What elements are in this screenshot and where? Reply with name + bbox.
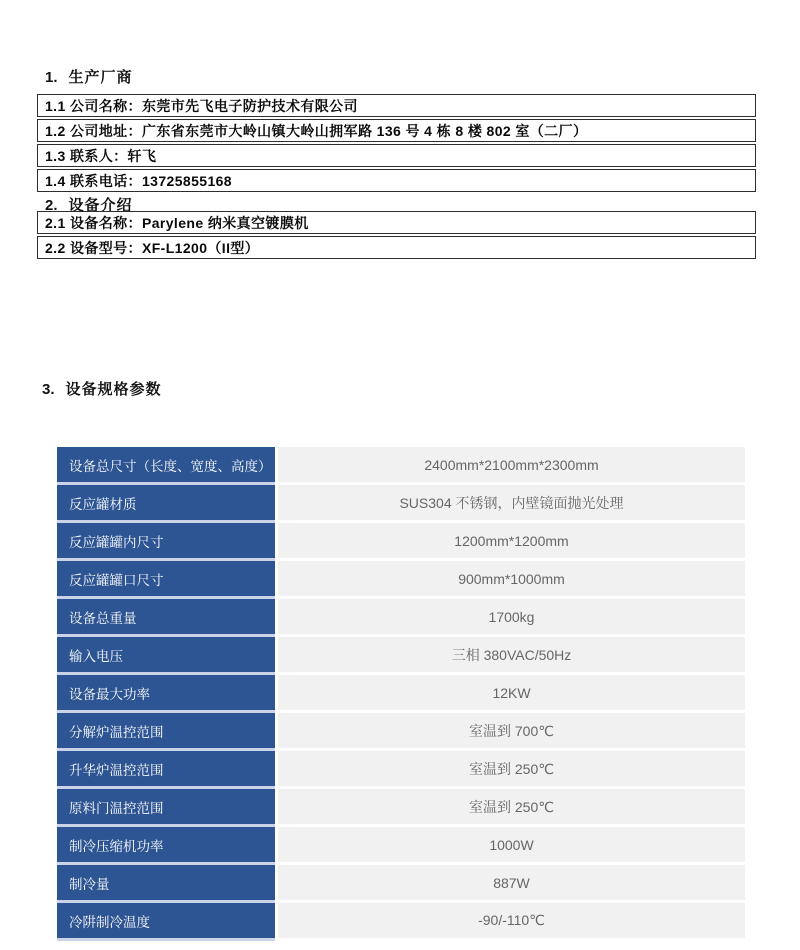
section-1-number: 1. bbox=[45, 69, 58, 86]
spec-value: 2400mm*2100mm*2300mm bbox=[278, 447, 745, 485]
spec-value: 室温到 700℃ bbox=[278, 713, 745, 751]
equipment-info-list bbox=[37, 211, 756, 261]
spec-row-overall-size bbox=[57, 447, 745, 485]
spec-label: 分解炉温控范围 bbox=[57, 713, 275, 751]
spec-value: 室温到 250℃ bbox=[278, 789, 745, 827]
spec-row-tank-inner-size bbox=[57, 523, 745, 561]
spec-label: 制冷量 bbox=[57, 865, 275, 903]
section-2-number: 2. bbox=[45, 197, 58, 214]
spec-row-cooling-capacity bbox=[57, 865, 745, 903]
spec-value: 1000W bbox=[278, 827, 745, 865]
spec-row-tank-mouth-size bbox=[57, 561, 745, 599]
spec-row-max-power bbox=[57, 675, 745, 713]
section-1-heading bbox=[45, 66, 133, 87]
section-2-title: 设备介绍 bbox=[68, 197, 133, 214]
spec-label: 升华炉温控范围 bbox=[57, 751, 275, 789]
info-row-company-address: 1.2 公司地址：广东省东莞市大岭山镇大岭山拥军路 136 号 4 栋 8 楼 802 室（二厂） bbox=[37, 119, 756, 142]
spec-label: 制冷压缩机功率 bbox=[57, 827, 275, 865]
spec-row-sublimation-furnace-temp bbox=[57, 751, 745, 789]
section-3-number: 3. bbox=[42, 381, 55, 398]
spec-label: 设备最大功率 bbox=[57, 675, 275, 713]
section-3-title: 设备规格参数 bbox=[65, 381, 162, 398]
section-3-heading bbox=[42, 378, 162, 399]
spec-value: -90/-110℃ bbox=[278, 903, 745, 941]
info-row-equipment-name: 2.1 设备名称：Parylene 纳米真空镀膜机 bbox=[37, 211, 756, 234]
info-row-contact-person: 1.3 联系人：轩飞 bbox=[37, 144, 756, 167]
info-row-equipment-model: 2.2 设备型号：XF-L1200（II型） bbox=[37, 236, 756, 259]
spec-label: 冷阱制冷温度 bbox=[57, 903, 275, 941]
spec-label: 设备总重量 bbox=[57, 599, 275, 637]
spec-label: 反应罐罐内尺寸 bbox=[57, 523, 275, 561]
spec-row-cold-trap-temp bbox=[57, 903, 745, 941]
spec-value: 室温到 250℃ bbox=[278, 751, 745, 789]
spec-row-input-voltage bbox=[57, 637, 745, 675]
spec-row-compressor-power bbox=[57, 827, 745, 865]
spec-row-material-door-temp bbox=[57, 789, 745, 827]
spec-label: 反应罐罐口尺寸 bbox=[57, 561, 275, 599]
spec-value: 12KW bbox=[278, 675, 745, 713]
spec-label: 原料门温控范围 bbox=[57, 789, 275, 827]
spec-label: 反应罐材质 bbox=[57, 485, 275, 523]
spec-row-tank-material bbox=[57, 485, 745, 523]
spec-value: 1200mm*1200mm bbox=[278, 523, 745, 561]
spec-label: 设备总尺寸（长度、宽度、高度） bbox=[57, 447, 275, 485]
spec-value: 三相 380VAC/50Hz bbox=[278, 637, 745, 675]
spec-value: 900mm*1000mm bbox=[278, 561, 745, 599]
spec-value: 887W bbox=[278, 865, 745, 903]
spec-value: 1700kg bbox=[278, 599, 745, 637]
section-1-title: 生产厂商 bbox=[68, 69, 133, 86]
info-row-company-name: 1.1 公司名称：东莞市先飞电子防护技术有限公司 bbox=[37, 94, 756, 117]
spec-value: SUS304 不锈钢，内壁镜面抛光处理 bbox=[278, 485, 745, 523]
info-row-contact-phone: 1.4 联系电话：13725855168 bbox=[37, 169, 756, 192]
spec-label: 输入电压 bbox=[57, 637, 275, 675]
manufacturer-info-list bbox=[37, 94, 756, 194]
spec-row-total-weight bbox=[57, 599, 745, 637]
spec-table bbox=[57, 447, 745, 941]
spec-row-pyrolysis-furnace-temp bbox=[57, 713, 745, 751]
